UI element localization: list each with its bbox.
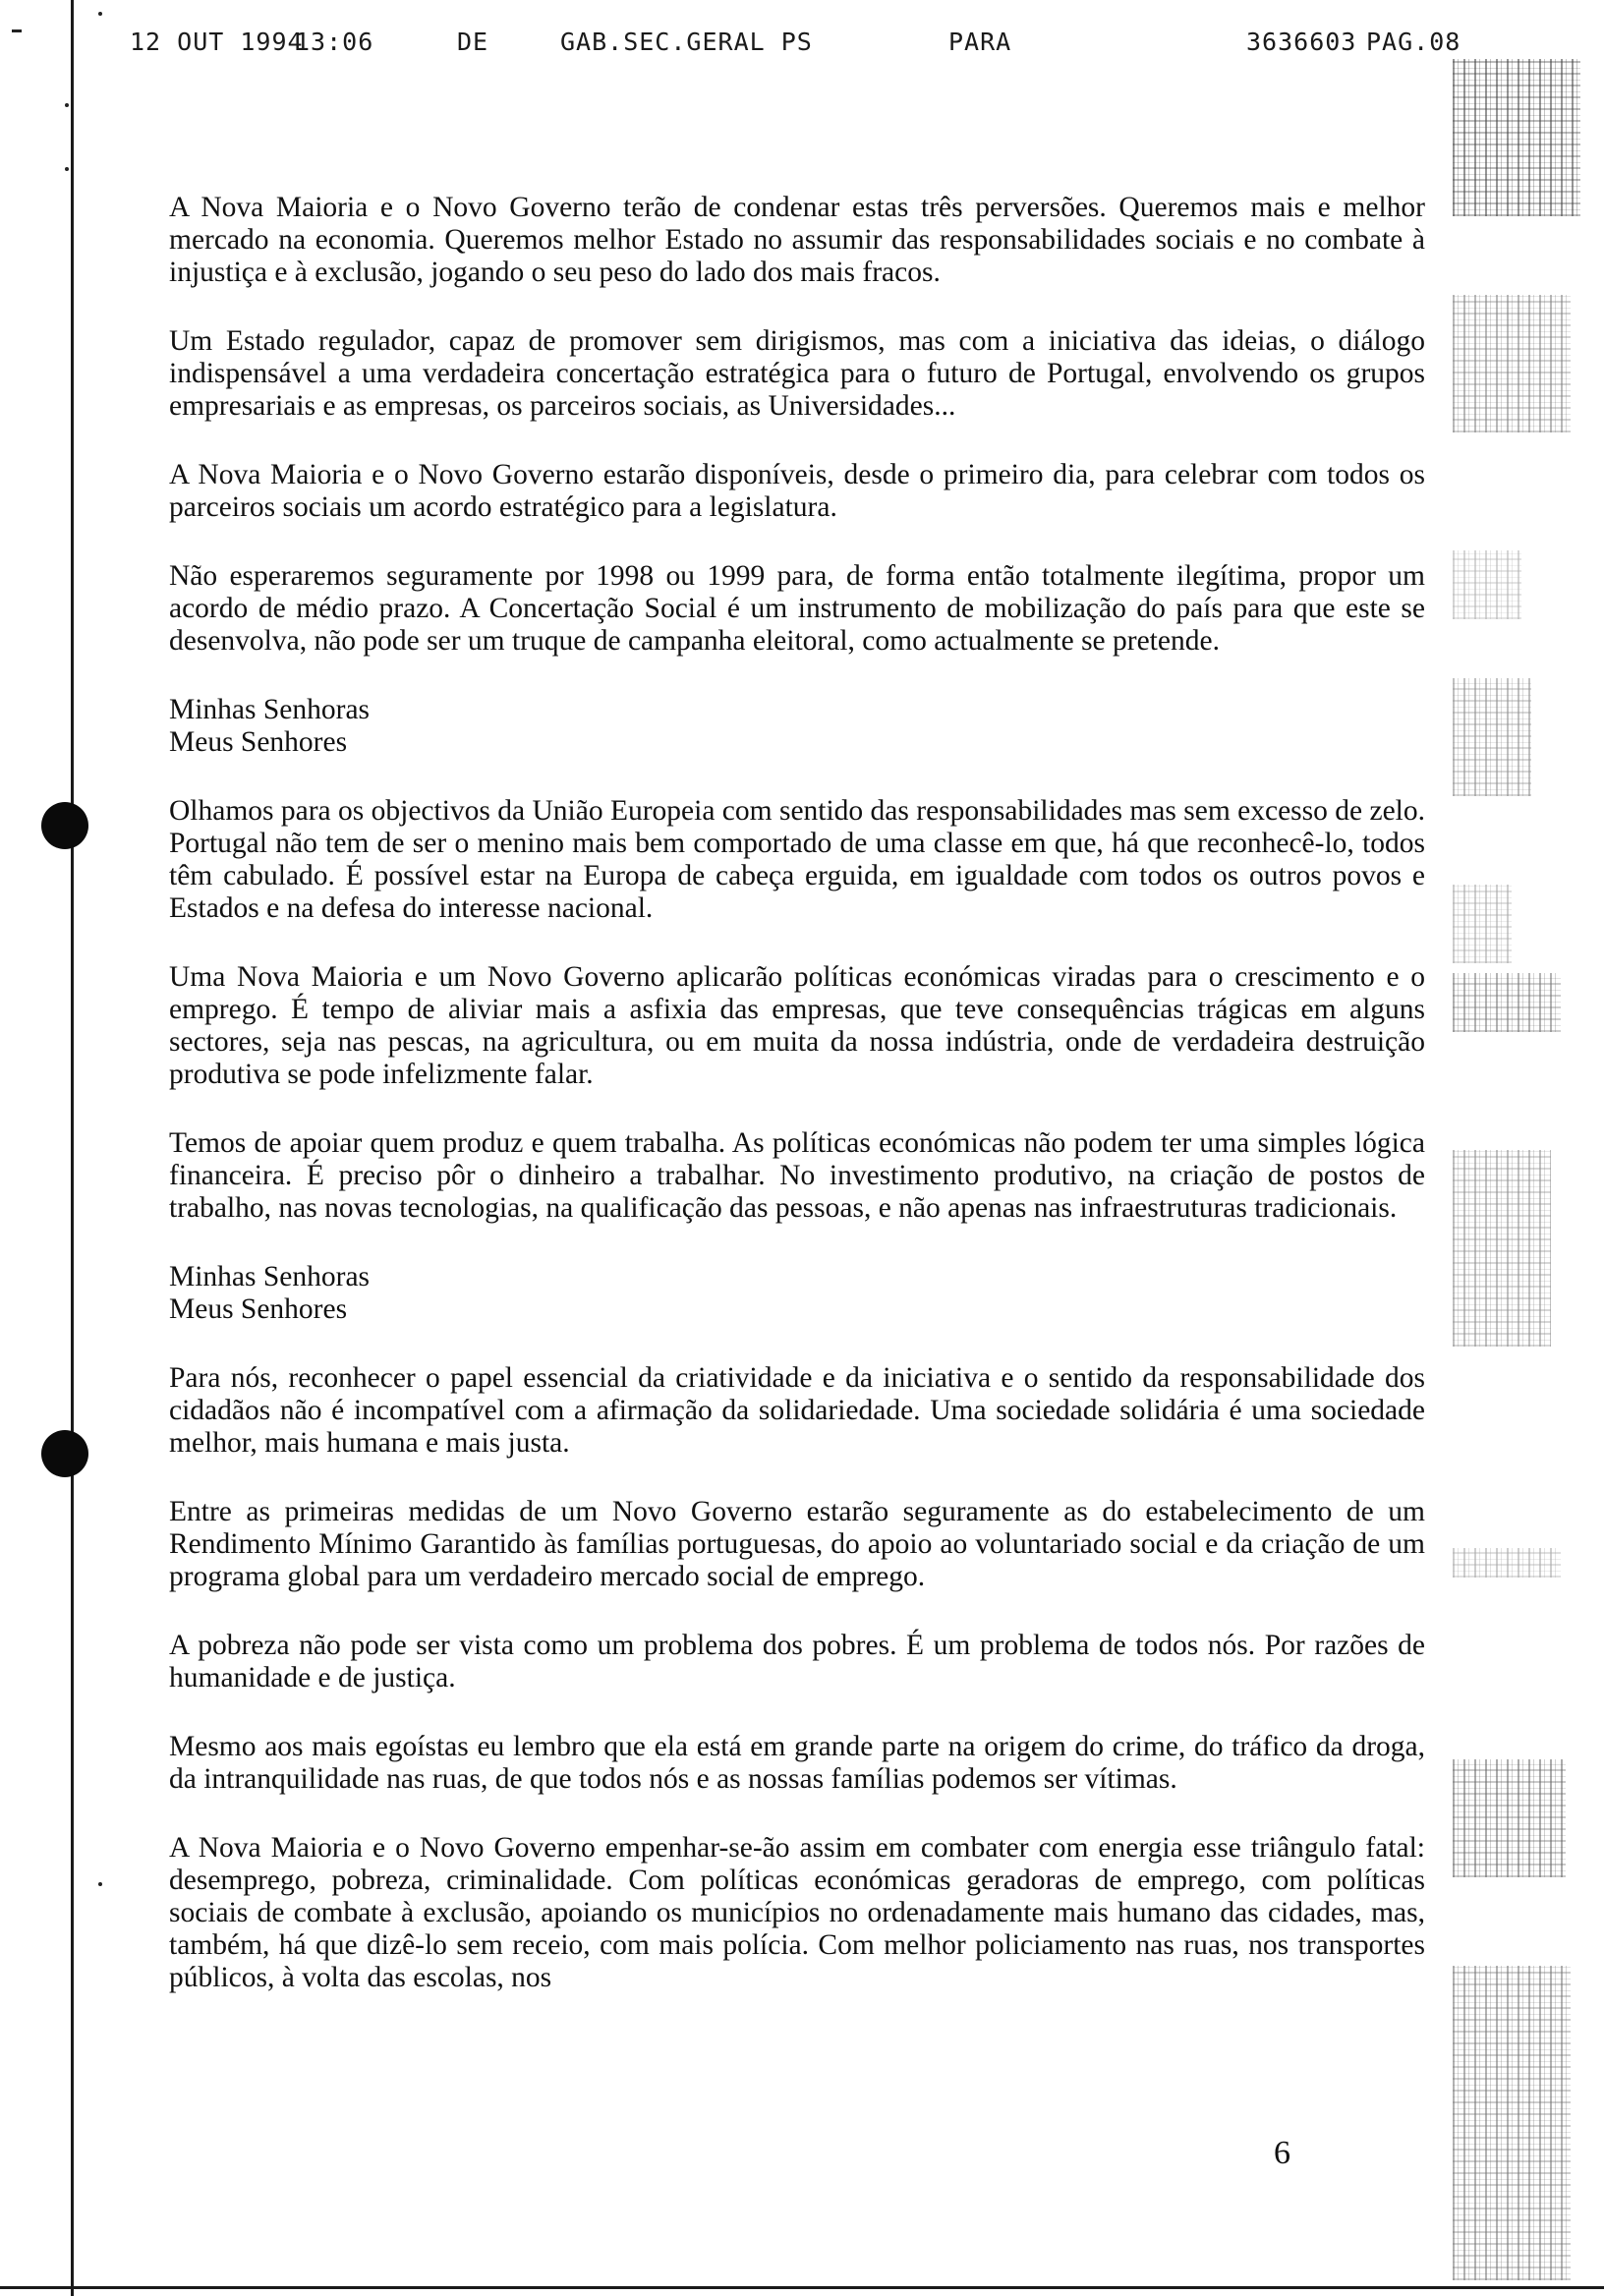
paragraph: Mesmo aos mais egoístas eu lembro que ela está em grande parte na origem do crime, do tráfico da droga, da intranquilidade nas ruas, de que todos nós e as nossas famílias podemos ser vítimas. — [169, 1731, 1425, 1795]
paragraph: Não esperaremos seguramente por 1998 ou 1999 para, de forma então totalmente ilegítima, propor um acordo de médio prazo. A Concertação Social é um instrumento de mobilização do país para que este se desenvolva, não pode ser um truque de campanha eleitoral, como actualmente se pretende. — [169, 560, 1425, 657]
bottom-edge-rule — [0, 2286, 1604, 2289]
edge-speck — [98, 12, 102, 16]
salutation-line: Minhas Senhoras — [169, 1261, 371, 1292]
fax-number: 3636603 — [1246, 28, 1357, 56]
salutation-line: Minhas Senhoras — [169, 694, 371, 725]
punch-hole — [41, 1430, 88, 1477]
paragraph: Olhamos para os objectivos da União Europeia com sentido das responsabilidades mas sem excesso de zelo. Portugal não tem de ser o menino mais bem comportado de uma classe em que, há que reconhecê-lo, todos têm cabulado. É possível estar na Europa de cabeça erguida, em igualdade com todos os outros povos e Estados e na defesa do interesse nacional. — [169, 795, 1425, 924]
fax-noise — [1453, 678, 1531, 796]
edge-speck — [98, 1882, 102, 1886]
fax-from-label: DE — [457, 28, 489, 56]
fax-noise — [1453, 885, 1512, 963]
paragraph: Entre as primeiras medidas de um Novo Governo estarão seguramente as do estabelecimento de um Rendimento Mínimo Garantido às famílias portuguesas, do apoio ao voluntariado social e da criação de um programa global para um verdadeiro mercado social de emprego. — [169, 1496, 1425, 1592]
fax-noise — [1453, 973, 1561, 1032]
paragraph: A pobreza não pode ser vista como um problema dos pobres. É um problema de todos nós. Por razões de humanidade e de justiça. — [169, 1630, 1425, 1693]
fax-noise — [1453, 1759, 1566, 1877]
fax-noise — [1453, 59, 1580, 216]
salutation — [169, 694, 1425, 759]
paragraph: A Nova Maioria e o Novo Governo empenhar-se-ão assim em combater com energia esse triângulo fatal: desemprego, pobreza, criminalidade. Com políticas económicas geradoras de emprego, com políticas sociais de combate à exclusão, apoiando os municípios no ordenadamente mais humano das cidades, mas, também, há que dizê-lo sem receio, com mais polícia. Com melhor policiamento nas ruas, nos transportes públicos, à volta das escolas, nos — [169, 1832, 1425, 1993]
salutation-line: Meus Senhores — [169, 726, 348, 758]
fax-time: 13:06 — [295, 28, 374, 56]
paragraph: Para nós, reconhecer o papel essencial da criatividade e da iniciativa e o sentido da responsabilidade dos cidadãos não é incompatível com a afirmação da solidariedade. Uma sociedade solidária é uma sociedade melhor, mais humana e mais justa. — [169, 1362, 1425, 1459]
fax-noise — [1453, 295, 1571, 432]
edge-speck — [65, 167, 69, 171]
salutation — [169, 1261, 1425, 1326]
salutation-line: Meus Senhores — [169, 1293, 348, 1325]
paragraph: Temos de apoiar quem produz e quem trabalha. As políticas económicas não podem ter uma simples lógica financeira. É preciso pôr o dinheiro a trabalhar. No investimento produtivo, na criação de postos de trabalho, nas novas tecnologias, na qualificação das pessoas, e não apenas nas infraestruturas tradicionais. — [169, 1127, 1425, 1224]
paragraph: A Nova Maioria e o Novo Governo estarão disponíveis, desde o primeiro dia, para celebrar com todos os parceiros sociais um acordo estratégico para a legislatura. — [169, 459, 1425, 523]
left-margin-rule — [71, 0, 74, 2296]
page-number: 6 — [1274, 2135, 1290, 2171]
punch-hole — [41, 802, 88, 849]
paragraph: Um Estado regulador, capaz de promover sem dirigismos, mas com a iniciativa das ideias, o diálogo indispensável a uma verdadeira concertação estratégica para o futuro de Portugal, envolvendo os grupos empresariais e as empresas, os parceiros sociais, as Universidades... — [169, 325, 1425, 422]
fax-date: 12 OUT 1994 — [130, 28, 304, 56]
fax-page-indicator: PAG.08 — [1366, 28, 1461, 56]
fax-to-label: PARA — [948, 28, 1012, 56]
paragraph: Uma Nova Maioria e um Novo Governo aplicarão políticas económicas viradas para o crescimento e o emprego. É tempo de aliviar mais a asfixia das empresas, que teve consequências trágicas em alguns sectores, seja nas pescas, na agricultura, ou em muita da nossa indústria, onde de verdadeira destruição produtiva se pode infelizmente falar. — [169, 961, 1425, 1090]
fax-noise — [1453, 1150, 1551, 1347]
fax-sender: GAB.SEC.GERAL PS — [560, 28, 813, 56]
fax-noise — [1453, 1966, 1571, 2280]
fax-noise — [1453, 1548, 1561, 1578]
fax-transmission-header — [0, 28, 1604, 67]
fax-noise — [1453, 550, 1521, 619]
speech-body — [169, 192, 1425, 2031]
paragraph: A Nova Maioria e o Novo Governo terão de condenar estas três perversões. Queremos mais e melhor mercado na economia. Queremos melhor Estado no assumir das responsabilidades sociais e no combate à injustiça e à exclusão, jogando o seu peso do lado dos mais fracos. — [169, 192, 1425, 288]
edge-speck — [65, 103, 69, 107]
